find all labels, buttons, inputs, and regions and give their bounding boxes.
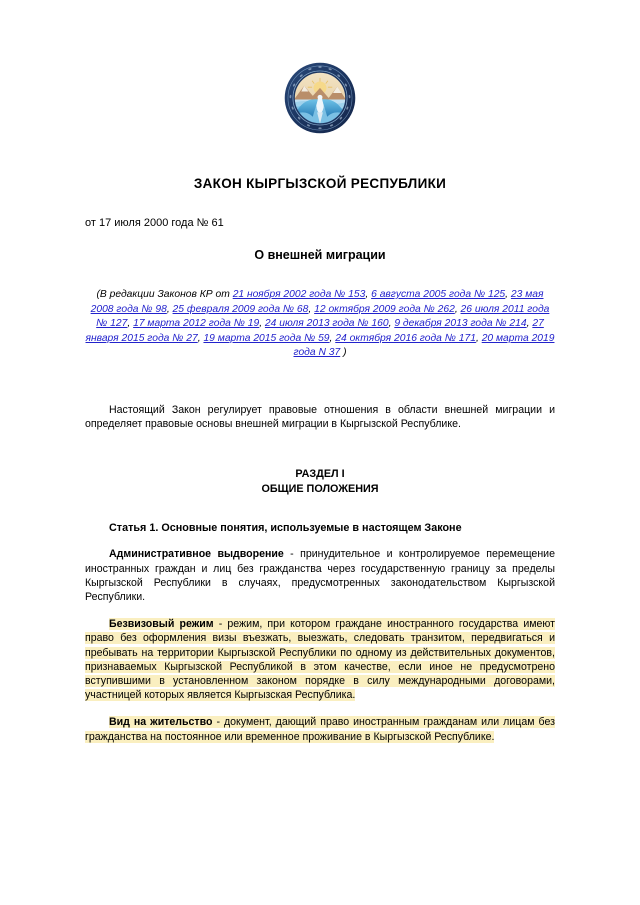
amendment-separator: ,: [329, 332, 336, 344]
definition-text: - режим, при котором граждане иностранного государства имеют право без оформления визы въезжать, выезжать, следовать транзитом, передвигаться и пребывать на территории Кыргызской Республики по одному из действительных документов, признаваемых Кыргызской Республикой в этом качестве, если иное не предусмотрено вступившими в установленном законом порядке в силу международными договорами, участницей которых является Кыргызская Республика.: [85, 618, 556, 702]
section-number: РАЗДЕЛ I: [295, 468, 345, 481]
emblem-container: [85, 0, 555, 134]
definition-term: Безвизовый режим: [109, 618, 214, 631]
definitions-list: [85, 547, 555, 743]
amendment-link[interactable]: 24 июля 2013 года № 160: [264, 318, 389, 330]
page-title: ЗАКОН КЫРГЫЗСКОЙ РЕСПУБЛИКИ: [193, 176, 447, 191]
amendment-separator: ,: [308, 303, 315, 315]
definition-term: Административное выдворение: [109, 548, 284, 561]
amendment-link[interactable]: 25 февраля 2009 года № 68: [172, 303, 309, 315]
document-subtitle: О внешней миграции: [254, 248, 386, 262]
amendment-separator: ,: [454, 303, 461, 315]
amendment-separator: ,: [365, 289, 372, 300]
document-date-line: от 17 июля 2000 года № 61: [85, 217, 224, 229]
definition-paragraph: [85, 617, 555, 702]
amendment-separator: ,: [475, 332, 482, 344]
definition-term: Вид на жительство: [109, 716, 213, 729]
amendment-link[interactable]: 27 января 2015 года № 27: [85, 318, 544, 344]
amendment-link[interactable]: 21 ноября 2002 года № 153: [232, 289, 366, 300]
amendment-link[interactable]: 17 марта 2012 года № 19: [133, 318, 260, 330]
definition-text: - документ, дающий право иностранным гражданам или лицам без гражданства на постоянное или временное проживание в Кыргызской Республике.: [85, 716, 555, 743]
section-title: ОБЩИЕ ПОЛОЖЕНИЯ: [261, 482, 379, 495]
amendment-link[interactable]: 23 мая 2008 года № 98: [90, 289, 544, 315]
amendment-separator: ,: [166, 303, 173, 315]
coat-of-arms-kyrgyz-republic-icon: [284, 62, 356, 134]
amendment-separator: ,: [505, 289, 511, 300]
amendment-separator: ,: [526, 318, 533, 330]
amendment-link[interactable]: 19 марта 2015 года № 59: [203, 332, 330, 344]
definition-paragraph: [85, 547, 555, 604]
amendment-separator: ,: [388, 318, 395, 330]
amendments-block: [85, 288, 555, 361]
intro-paragraph: Настоящий Закон регулирует правовые отношения в области внешней миграции и определяет правовые основы внешней миграции в Кыргызской Республике.: [85, 403, 555, 431]
amendment-link[interactable]: 26 июля 2011 года № 127: [96, 303, 550, 330]
section-heading: [85, 467, 555, 496]
definition-paragraph: [85, 715, 555, 743]
amendments-closing: ): [340, 347, 347, 359]
amendment-separator: ,: [127, 318, 134, 330]
amendment-link[interactable]: 6 августа 2005 года № 125: [371, 289, 506, 300]
amendments-lead: (В редакции Законов КР от: [96, 289, 233, 300]
amendment-link[interactable]: 20 марта 2019 года N 37: [293, 332, 555, 359]
amendment-separator: ,: [197, 332, 204, 344]
article-1-heading: Статья 1. Основные понятия, используемые в настоящем Законе: [109, 522, 462, 535]
amendment-link[interactable]: 12 октября 2009 года № 262: [314, 303, 455, 315]
amendment-link[interactable]: 9 декабря 2013 года № 214: [394, 318, 527, 330]
amendment-separator: ,: [259, 318, 265, 330]
amendment-link[interactable]: 24 октября 2016 года № 171: [335, 332, 476, 344]
definition-text: - принудительное и контролируемое перемещение иностранных граждан и лиц без гражданства через государственную границу за пределы Кыргызской Республики в случаях, предусмотренных законодательством Кыргызской Республики.: [85, 548, 555, 603]
